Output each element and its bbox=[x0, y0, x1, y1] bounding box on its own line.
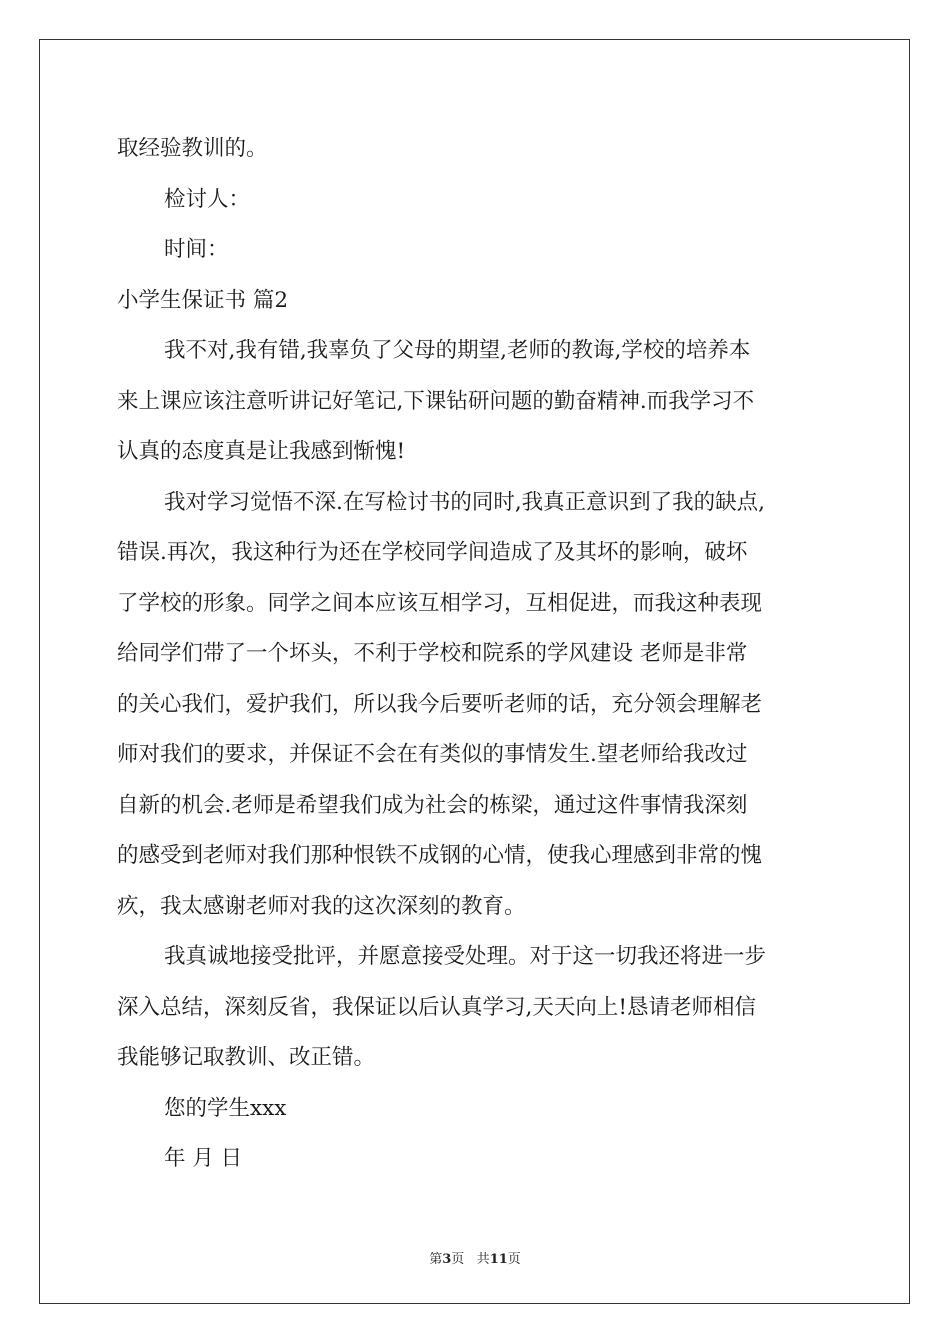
date-label: 时间： bbox=[164, 237, 229, 262]
page-number: 3 bbox=[442, 1252, 452, 1267]
page-footer bbox=[0, 1248, 950, 1267]
text-line: 的感受到老师对我们那种恨铁不成钢的心情，使我心理感到非常的愧 bbox=[117, 843, 763, 868]
text-line: 的关心我们，爱护我们，所以我今后要听老师的话，充分领会理解老 bbox=[117, 691, 763, 717]
date-line: 年 月 日 bbox=[164, 1146, 243, 1171]
text-line: 了学校的形象。同学之间本应该互相学习，互相促进，而我这种表现 bbox=[117, 590, 763, 616]
text-line: 错误.再次，我这种行为还在学校同学间造成了及其坏的影响，破坏 bbox=[117, 540, 748, 565]
document-body bbox=[117, 124, 857, 1185]
text-line: 我能够记取教训、改正错。 bbox=[117, 1045, 376, 1070]
text-line: 认真的态度真是让我感到惭愧! bbox=[117, 439, 406, 464]
signature: 您的学生xxx bbox=[164, 1095, 287, 1121]
signer-label: 检讨人： bbox=[164, 186, 251, 212]
footer-prefix: 第 bbox=[429, 1252, 443, 1267]
text-line: 师对我们的要求，并保证不会在有类似的事情发生.望老师给我改过 bbox=[117, 742, 748, 767]
text-line: 我不对,我有错,我辜负了父母的期望,老师的教诲,学校的培养本 bbox=[164, 338, 751, 363]
text-line: 我真诚地接受批评，并愿意接受处理。对于这一切我还将进一步 bbox=[164, 944, 767, 969]
section-title: 小学生保证书 篇2 bbox=[117, 287, 289, 313]
text-line: 取经验教训的。 bbox=[117, 136, 268, 161]
text-line: 我对学习觉悟不深.在写检讨书的同时,我真正意识到了我的缺点, bbox=[164, 489, 766, 515]
text-line: 疚，我太感谢老师对我的这次深刻的教育。 bbox=[117, 893, 526, 919]
total-pages: 11 bbox=[489, 1252, 508, 1267]
footer-total-suffix: 页 bbox=[507, 1252, 521, 1267]
text-line: 深入总结，深刻反省，我保证以后认真学习,天天向上!恳请老师相信 bbox=[117, 994, 756, 1020]
text-line: 自新的机会.老师是希望我们成为社会的栋梁，通过这件事情我深刻 bbox=[117, 792, 748, 818]
footer-page-suffix: 页 bbox=[451, 1252, 465, 1267]
text-line: 给同学们带了一个坏头，不利于学校和院系的学风建设 老师是非常 bbox=[117, 641, 748, 666]
text-line: 来上课应该注意听讲记好笔记,下课钻研问题的勤奋精神.而我学习不 bbox=[117, 388, 755, 414]
footer-total-prefix: 共 bbox=[476, 1252, 490, 1267]
